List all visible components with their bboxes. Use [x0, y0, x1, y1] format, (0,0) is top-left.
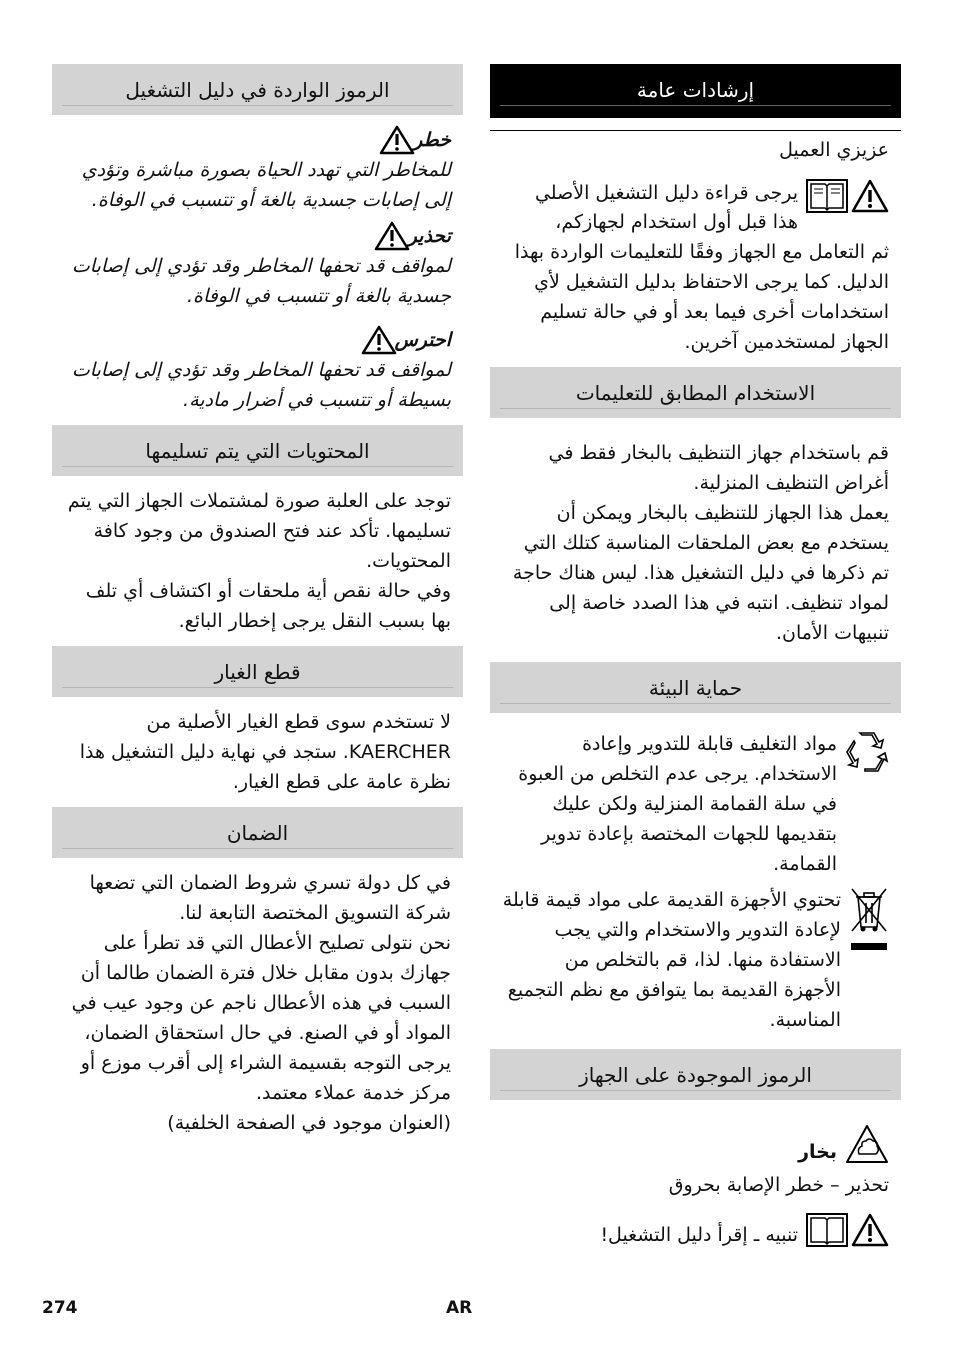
read-manual-row — [490, 179, 901, 237]
recycling-text: مواد التغليف قابلة للتدوير وإعادة الاستخدام. يرجى عدم التخلص من العبوة في سلة القمامة المنزلية ولكن عليك بتقديمها للجهات المختصة بإعادة تدوير القمامة. — [518, 733, 837, 875]
warning-triangle-icon — [851, 1213, 889, 1247]
device-symbols-header — [490, 1049, 901, 1100]
warranty-p3: (العنوان موجود في الصفحة الخلفية) — [167, 1112, 451, 1134]
warranty-header — [52, 807, 463, 858]
warranty-p1: في كل دولة تسري شروط الضمان التي تضعها شركة التسويق المختصة التابعة لنا. — [89, 872, 451, 924]
spare-parts-p1: لا تستخدم سوى قطع الغيار الأصلية من KAERCHER. ستجد في نهاية دليل التشغيل هذا نظرة عامة على قطع الغيار. — [79, 711, 451, 793]
manual-note-text: تنبيه ـ إقرأ دليل التشغيل! — [600, 1224, 798, 1246]
warning-triangle-icon — [374, 221, 410, 251]
weee-row — [490, 885, 901, 1035]
recycling-row — [490, 729, 901, 879]
environment-title: حماية البيئة — [648, 676, 743, 700]
general-notes-header — [490, 64, 901, 118]
environment-header — [490, 662, 901, 713]
steam-label: بخار — [798, 1141, 837, 1163]
language-code: AR — [446, 1298, 473, 1318]
crossed-bin-icon — [849, 885, 889, 953]
danger-label: خطر — [413, 129, 451, 151]
steam-row — [490, 1124, 901, 1164]
manual-symbols-title: الرموز الواردة في دليل التشغيل — [125, 78, 390, 102]
warranty-p2: نحن نتولى تصليح الأعطال التي قد تطرأ على جهازك بدون مقابل خلال فترة الضمان طالما أن السبب في هذه الأعطال ناجم عن وجود عيب في المواد أو في الصنع. في حال استحقاق الضمان، يرجى التوجه بقسيمة الشراء إلى أقرب موزع أو مركز خدمة عملاء معتمد. — [71, 932, 451, 1104]
intended-use-header — [490, 367, 901, 418]
scope-of-delivery-title: المحتويات التي يتم تسليمها — [145, 439, 370, 463]
danger-text: للمخاطر التي تهدد الحياة بصورة مباشرة وتؤدي إلى إصابات جسدية بالغة أو تتسبب في الوفاة. — [81, 159, 451, 211]
read-manual-line1: يرجى قراءة دليل التشغيل الأصلي — [534, 182, 798, 204]
hazard-levels — [52, 125, 463, 415]
right-column — [490, 64, 901, 1250]
warning-label: تحذير — [407, 225, 451, 247]
device-symbols-title: الرموز الموجودة على الجهاز — [579, 1063, 812, 1087]
scope-p1: توجد على العلبة صورة لمشتملات الجهاز التي يتم تسليمها. تأكد عند فتح الصندوق من وجود كافة المحتويات. — [67, 490, 451, 572]
hot-steam-warning-icon — [845, 1124, 889, 1164]
steam-description: تحذير – خطر الإصابة بحروق — [668, 1174, 889, 1196]
greeting: عزيزي العميل — [779, 139, 889, 161]
spare-parts-title: قطع الغيار — [214, 660, 301, 684]
warning-triangle-icon — [851, 179, 889, 213]
read-manual-line2: هذا قبل أول استخدام لجهازكم، — [555, 211, 798, 233]
caution-text: لمواقف قد تحفها المخاطر وقد تؤدي إلى إصابات بسيطة أو تتسبب في أضرار مادية. — [71, 359, 451, 411]
manual-symbols-header — [52, 64, 463, 115]
weee-text: تحتوي الأجهزة القديمة على مواد قيمة قابلة لإعادة التدوير والاستخدام والتي يجب الاستفادة منها. لذا، قم بالتخلص من الأجهزة القديمة بما يتوافق مع نظم التجميع المناسبة. — [502, 889, 841, 1031]
manual-note-row — [490, 1210, 901, 1250]
scope-of-delivery-header — [52, 425, 463, 476]
intended-use-p2: يعمل هذا الجهاز للتنظيف بالبخار ويمكن أن يستخدم مع بعض الملحقات المناسبة كتلك التي تم ذكرها في دليل التشغيل هذا. ليس هناك حاجة لمواد تنظيف. انتبه في هذا الصدد خاصة إلى تنبيهات الأمان. — [512, 502, 889, 644]
intended-use-p1: قم باستخدام جهاز التنظيف بالبخار فقط في أغراض التنظيف المنزلية. — [548, 442, 889, 494]
scope-p2: وفي حالة نقص أية ملحقات أو اكتشاف أي تلف بها بسبب النقل يرجى إخطار البائع. — [85, 580, 451, 632]
warranty-title: الضمان — [226, 821, 289, 845]
recycling-icon — [845, 729, 889, 773]
read-manual-rest: ثم التعامل مع الجهاز وفقًا للتعليمات الواردة بهذا الدليل. كما يرجى الاحتفاظ بدليل التشغيل لأي استخدامات أخرى فيما بعد أو في حالة تسليم الجهاز لمستخدمين آخرين. — [514, 241, 889, 353]
danger-triangle-icon — [379, 125, 415, 155]
manual-book-icon — [806, 1213, 848, 1247]
left-column — [52, 64, 463, 1138]
manual-book-icon — [806, 179, 848, 213]
intended-use-title: الاستخدام المطابق للتعليمات — [575, 381, 816, 405]
page-number: 274 — [42, 1298, 78, 1318]
caution-label: احترس — [394, 329, 451, 351]
general-notes-title: إرشادات عامة — [636, 78, 755, 102]
warning-text: لمواقف قد تحفها المخاطر وقد تؤدي إلى إصابات جسدية بالغة أو تتسبب في الوفاة. — [71, 255, 451, 307]
general-notes-section — [490, 64, 901, 131]
spare-parts-header — [52, 646, 463, 697]
caution-triangle-icon — [361, 325, 397, 355]
